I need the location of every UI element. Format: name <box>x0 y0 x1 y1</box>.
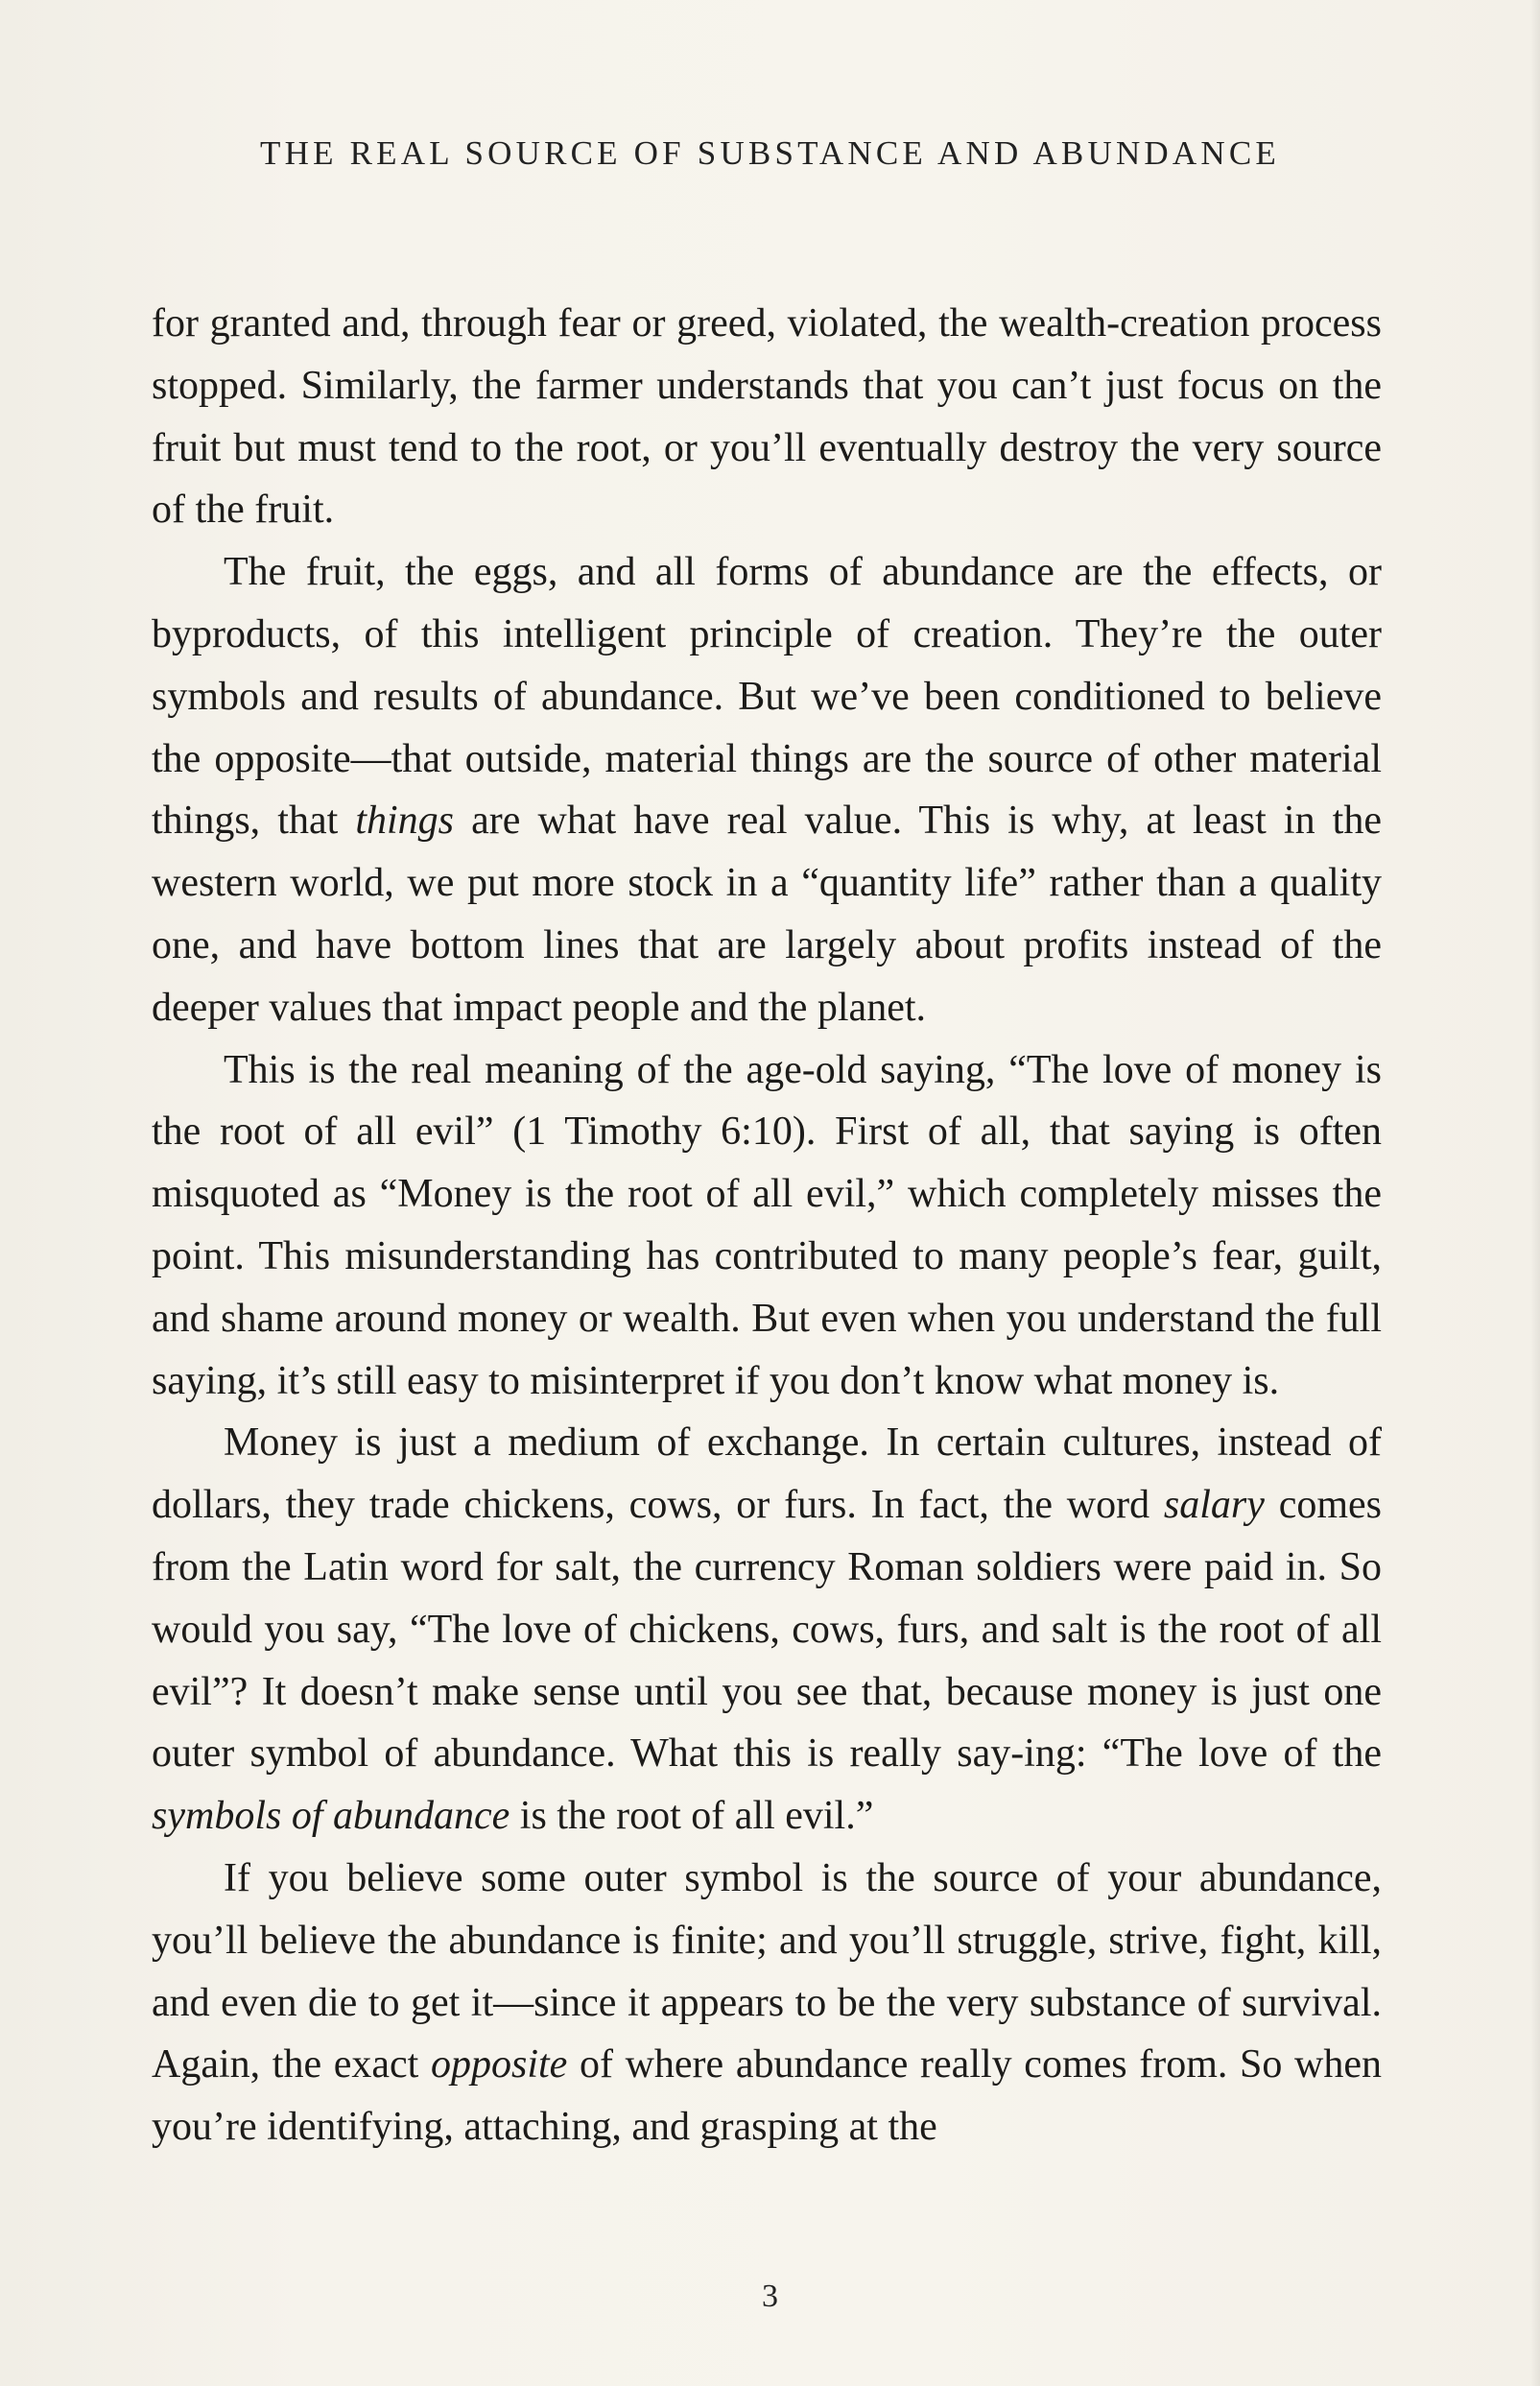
paragraph-1: for granted and, through fear or greed, violated, the wealth-creation process stopped. Similarly, the farmer understands that you can’t just focus on the fruit but must tend to the root, or you’ll eventually destroy the very source of the fruit. <box>152 301 1382 533</box>
emphasis-opposite: opposite <box>430 2042 568 2088</box>
body-text <box>152 293 1382 2159</box>
page-number: 3 <box>762 2279 778 2314</box>
paragraph-5-text-c: of where abundance really comes from. So when you’re identifying, attaching, and grasping at the <box>152 2042 1383 2150</box>
paragraph-5 <box>152 1848 1382 2159</box>
paragraph-4-text-a: Money is just a medium of exchange. In certain cultures, instead of dollars, they trade chickens, cows, or furs. In fact, the word <box>152 1420 1382 1528</box>
paragraph-3: This is the real meaning of the age-old saying, “The love of money is the root of all evil” (1 Timothy 6:10). First of all, that saying is often misquoted as “Money is the root of all evil,” which completely misses the point. This misunderstanding has contributed to many people’s fear, guilt, and shame around money or wealth. But even when you understand the full saying, it’s still easy to misinterpret if you don’t know what money is. <box>152 1047 1382 1403</box>
paragraph-2-text-c: are what have real value. This is why, at least in the western world, we put more stock in a “quantity life” rather than a quality one, and have bottom lines that are largely about profits instead of the deeper values that impact people and the planet. <box>152 799 1382 1030</box>
paragraph-2-text-a: The fruit, the eggs, and all forms of abundance are the effects, or byproducts, of this intelligent principle of creation. They’re the outer symbols and results of abundance. But we’ve been conditioned to believe the opposite—that outside, material things are the source of other material things, that <box>152 550 1382 844</box>
emphasis-salary: salary <box>1163 1483 1265 1528</box>
page-edge-shadow <box>1530 0 1540 2386</box>
paragraph-2 <box>152 541 1382 1038</box>
paragraph-5-text-a: If you believe some outer symbol is the source of your abundance, you’ll believe the abundance is finite; and you’ll struggle, strive, fight, kill, and even die to get it—since it appears to be the very substance of survival. Again, the exact <box>152 1855 1382 2088</box>
running-head: THE REAL SOURCE OF SUBSTANCE AND ABUNDANCE <box>260 134 1280 172</box>
paragraph-4 <box>152 1412 1382 1848</box>
paragraph-4-text-c: comes from the Latin word for salt, the currency Roman soldiers were paid in. So would you say, “The love of chickens, cows, furs, and salt is the root of all evil”? It doesn’t make sense until you see that, because money is just one outer symbol of abundance. What this is really say-ing: “The love of the <box>152 1483 1383 1777</box>
paragraph-4-text-e: is the root of all evil.” <box>509 1794 874 1839</box>
emphasis-things: things <box>355 799 455 844</box>
emphasis-symbols-of-abundance: symbols of abundance <box>152 1794 510 1839</box>
